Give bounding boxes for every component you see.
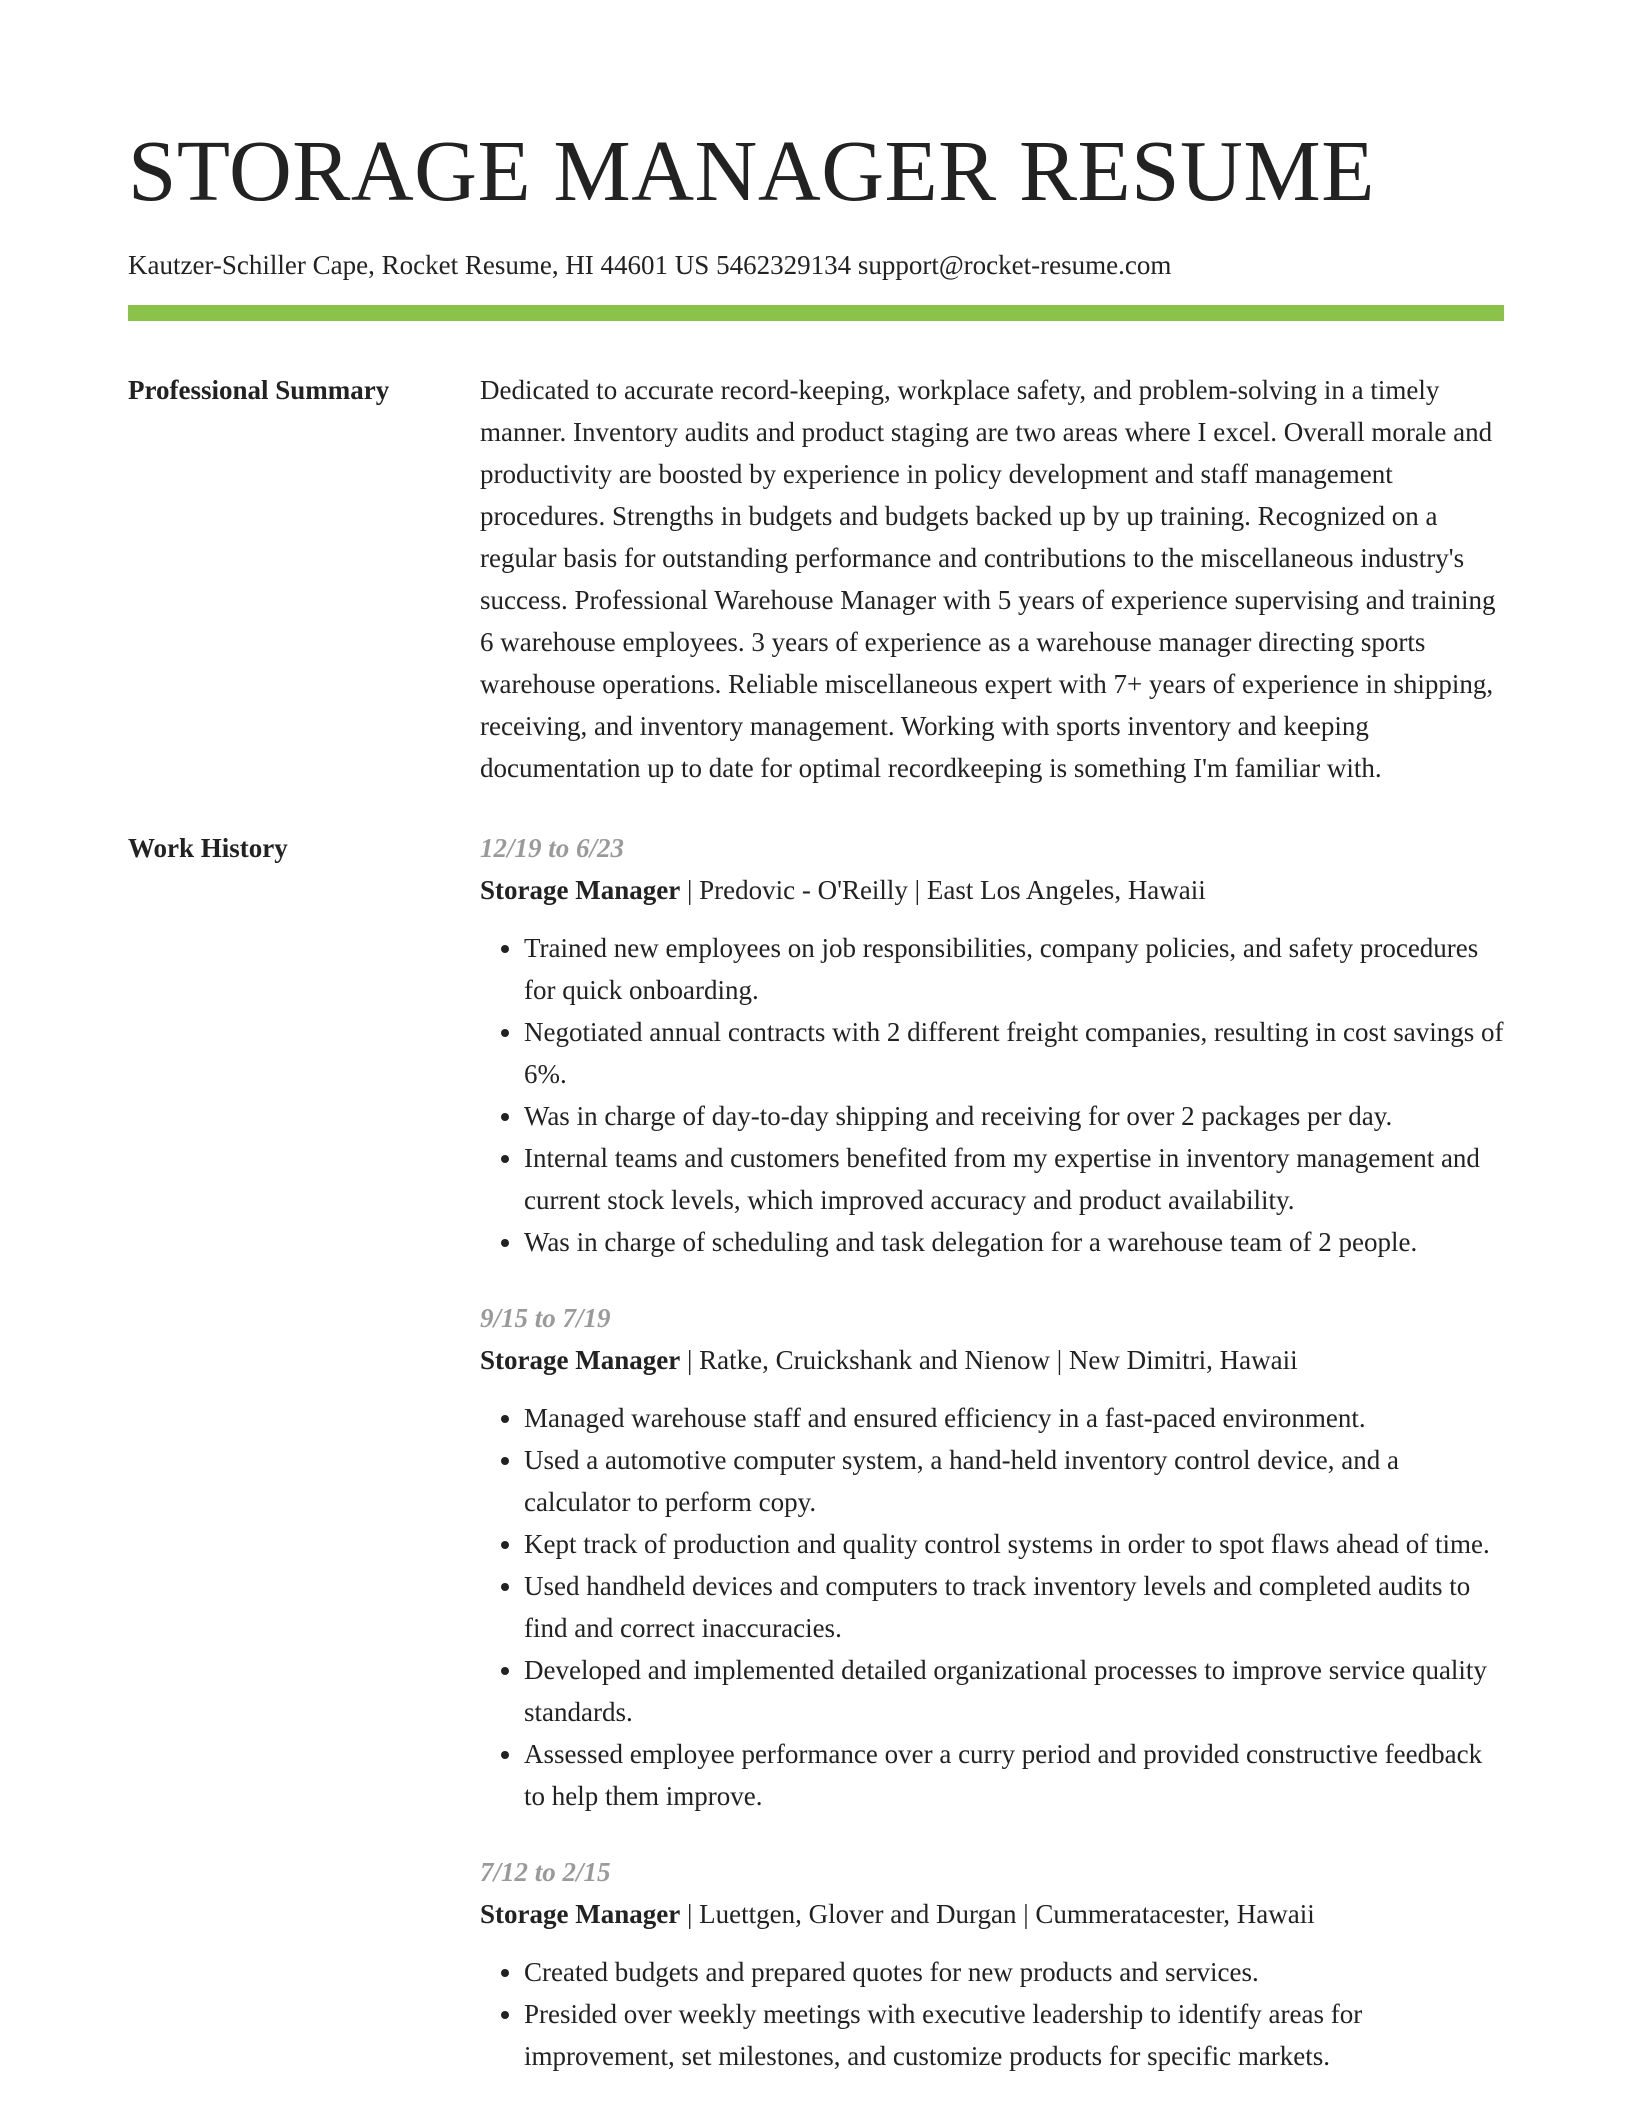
work-history-section	[128, 827, 1504, 2111]
section-label-work-history: Work History	[128, 833, 288, 863]
job-entry	[480, 1851, 1504, 2077]
job-bullet: • Assessed employee performance over a curry period and provided constructive feedback to help them improve.	[524, 1733, 1504, 1817]
job-dates: 7/12 to 2/15	[480, 1857, 611, 1887]
job-heading	[480, 869, 1504, 911]
work-history-body	[480, 827, 1504, 2111]
job-bullet-list	[480, 927, 1504, 1263]
summary-text: Dedicated to accurate record-keeping, workplace safety, and problem-solving in a timely manner. Inventory audits and product staging are two areas where I excel. Overall morale and productivity are boosted by experience in policy development and staff management procedures. Strengths in budgets and budgets backed up by up training. Recognized on a regular basis for outstanding performance and contributions to the miscellaneous industry's success. Professional Warehouse Manager with 5 years of experience supervising and training 6 warehouse employees. 3 years of experience as a warehouse manager directing sports warehouse operations. Reliable miscellaneous expert with 7+ years of experience in shipping, receiving, and inventory management. Working with sports inventory and keeping documentation up to date for optimal recordkeeping is something I'm familiar with.	[480, 375, 1496, 783]
job-bullet: • Created budgets and prepared quotes for new products and services.	[524, 1951, 1504, 1993]
resume-page	[128, 0, 1504, 2111]
job-bullet: • Used a automotive computer system, a hand-held inventory control device, and a calculator to perform copy.	[524, 1439, 1504, 1523]
job-bullet: • Was in charge of day-to-day shipping and receiving for over 2 packages per day.	[524, 1095, 1504, 1137]
job-title: Storage Manager	[480, 875, 681, 905]
job-dates: 9/15 to 7/19	[480, 1303, 611, 1333]
job-bullet: • Developed and implemented detailed organizational processes to improve service quality standards.	[524, 1649, 1504, 1733]
job-details: | Luettgen, Glover and Durgan | Cummeratacester, Hawaii	[680, 1899, 1315, 1929]
job-bullet: • Was in charge of scheduling and task delegation for a warehouse team of 2 people.	[524, 1221, 1504, 1263]
job-dates: 12/19 to 6/23	[480, 833, 625, 863]
contact-info: Kautzer-Schiller Cape, Rocket Resume, HI 44601 US 5462329134 support@rocket-resume.com	[128, 250, 1172, 280]
job-details: | Predovic - O'Reilly | East Los Angeles, Hawaii	[680, 875, 1206, 905]
summary-section	[128, 369, 1504, 789]
job-details: | Ratke, Cruickshank and Nienow | New Dimitri, Hawaii	[680, 1345, 1298, 1375]
job-bullet: • Trained new employees on job responsibilities, company policies, and safety procedures for quick onboarding.	[524, 927, 1504, 1011]
page-title: STORAGE MANAGER RESUME	[128, 122, 1375, 219]
job-bullet-list	[480, 1397, 1504, 1817]
job-bullet: • Kept track of production and quality control systems in order to spot flaws ahead of time.	[524, 1523, 1504, 1565]
job-title: Storage Manager	[480, 1899, 681, 1929]
job-heading	[480, 1893, 1504, 1935]
job-title: Storage Manager	[480, 1345, 681, 1375]
accent-divider	[128, 305, 1504, 321]
job-entry	[480, 1297, 1504, 1817]
job-bullet-list	[480, 1951, 1504, 2077]
job-entry	[480, 827, 1504, 1263]
job-bullet: • Managed warehouse staff and ensured efficiency in a fast-paced environment.	[524, 1397, 1504, 1439]
job-bullet: • Used handheld devices and computers to track inventory levels and completed audits to find and correct inaccuracies.	[524, 1565, 1504, 1649]
job-heading	[480, 1339, 1504, 1381]
job-bullet: • Presided over weekly meetings with executive leadership to identify areas for improvement, set milestones, and customize products for specific markets.	[524, 1993, 1504, 2077]
section-label-summary: Professional Summary	[128, 375, 390, 405]
summary-body	[480, 369, 1504, 789]
job-bullet: • Negotiated annual contracts with 2 different freight companies, resulting in cost savings of 6%.	[524, 1011, 1504, 1095]
job-bullet: • Internal teams and customers benefited from my expertise in inventory management and current stock levels, which improved accuracy and product availability.	[524, 1137, 1504, 1221]
